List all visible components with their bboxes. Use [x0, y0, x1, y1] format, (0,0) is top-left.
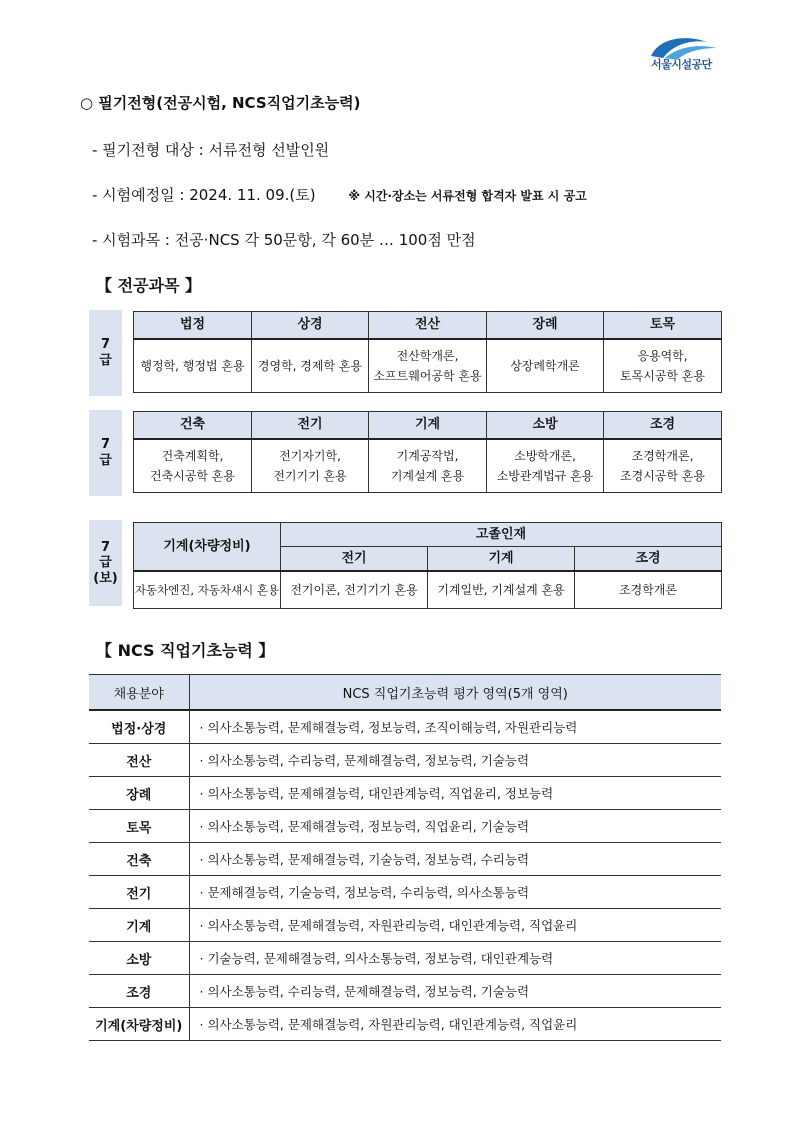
- subject-cell: 전기이론, 전기기기 혼용: [281, 571, 428, 609]
- section-heading: ○ 필기전형(전공시험, NCS직업기초능력): [80, 94, 361, 112]
- table-row: [89, 777, 721, 810]
- header-cell: 전기: [281, 547, 428, 572]
- ncs-areas: · 의사소통능력, 문제해결능력, 자원관리능력, 대인관계능력, 직업윤리: [189, 1008, 721, 1041]
- major-title: 【 전공과목 】: [96, 276, 201, 295]
- header-cell: 장례: [487, 312, 604, 340]
- header-cell-vehicle: 기계(차량정비): [134, 523, 281, 572]
- header-cell: 전산: [369, 312, 487, 340]
- subject-cell: 소방학개론, 소방관계법규 혼용: [487, 439, 604, 493]
- subject-cell: 건축계획학, 건축시공학 혼용: [134, 439, 252, 493]
- ncs-areas: · 기술능력, 문제해결능력, 의사소통능력, 정보능력, 대인관계능력: [189, 942, 721, 975]
- subjects-line: - 시험과목 : 전공·NCS 각 50문항, 각 60분 … 100점 만점: [92, 231, 476, 249]
- grade-label-1: [89, 310, 122, 396]
- table-row: [89, 942, 721, 975]
- subject-cell: 조경학개론, 조경시공학 혼용: [604, 439, 722, 493]
- ncs-field: 장례: [89, 777, 189, 810]
- subject-cell: 상장례학개론: [487, 339, 604, 393]
- major-table-3: [133, 522, 722, 609]
- ncs-field: 건축: [89, 843, 189, 876]
- ncs-areas: · 의사소통능력, 문제해결능력, 정보능력, 직업윤리, 기술능력: [189, 810, 721, 843]
- ncs-areas: · 의사소통능력, 문제해결능력, 정보능력, 조직이해능력, 자원관리능력: [189, 710, 721, 744]
- date-note: ※ 시간·장소는 서류전형 합격자 발표 시 공고: [348, 189, 587, 203]
- major-table-2: [133, 411, 722, 493]
- ncs-areas: · 의사소통능력, 문제해결능력, 대인관계능력, 직업윤리, 정보능력: [189, 777, 721, 810]
- subject-cell: 전산학개론, 소프트웨어공학 혼용: [369, 339, 487, 393]
- subject-cell: 자동차엔진, 자동차섀시 혼용: [134, 571, 281, 609]
- date-line: [92, 184, 587, 205]
- subject-cell: 기계일반, 기계설계 혼용: [428, 571, 575, 609]
- ncs-field: 소방: [89, 942, 189, 975]
- ncs-header-area: NCS 직업기초능력 평가 영역(5개 영역): [189, 675, 721, 711]
- company-logo: [645, 34, 730, 74]
- subject-cell: 행정학, 행정법 혼용: [134, 339, 252, 393]
- ncs-field: 전산: [89, 744, 189, 777]
- subject-cell: 경영학, 경제학 혼용: [252, 339, 369, 393]
- table-row: [89, 975, 721, 1008]
- major-table-1: [133, 311, 722, 393]
- header-cell: 조경: [604, 412, 722, 440]
- table-row: [89, 1008, 721, 1041]
- ncs-title: 【 NCS 직업기초능력 】: [96, 641, 275, 660]
- ncs-areas: · 의사소통능력, 수리능력, 문제해결능력, 정보능력, 기술능력: [189, 744, 721, 777]
- ncs-field: 토목: [89, 810, 189, 843]
- grade-text-2: 7 급: [99, 437, 112, 468]
- date-text: - 시험예정일 : 2024. 11. 09.(토): [92, 186, 316, 204]
- table-row: [89, 710, 721, 744]
- logo-text: 서울시설공단: [651, 58, 712, 71]
- ncs-table: [89, 674, 721, 1041]
- header-cell: 토목: [604, 312, 722, 340]
- ncs-areas: · 의사소통능력, 수리능력, 문제해결능력, 정보능력, 기술능력: [189, 975, 721, 1008]
- header-cell: 소방: [487, 412, 604, 440]
- grade-label-3: [89, 520, 122, 606]
- header-cell: 기계: [428, 547, 575, 572]
- target-line: - 필기전형 대상 : 서류전형 선발인원: [92, 141, 330, 159]
- table-row: [89, 744, 721, 777]
- ncs-field: 전기: [89, 876, 189, 909]
- header-cell: 법정: [134, 312, 252, 340]
- header-cell-group: 고졸인재: [281, 523, 722, 547]
- subject-cell: 전기자기학, 전기기기 혼용: [252, 439, 369, 493]
- header-cell: 상경: [252, 312, 369, 340]
- ncs-areas: · 문제해결능력, 기술능력, 정보능력, 수리능력, 의사소통능력: [189, 876, 721, 909]
- grade-label-2: [89, 410, 122, 496]
- header-cell: 건축: [134, 412, 252, 440]
- grade-text-3: 7 급 (보): [93, 539, 118, 586]
- table-row: [89, 909, 721, 942]
- table-row: [89, 876, 721, 909]
- header-cell: 조경: [575, 547, 722, 572]
- table-row: [89, 843, 721, 876]
- ncs-header-field: 채용분야: [89, 675, 189, 711]
- ncs-field: 기계: [89, 909, 189, 942]
- ncs-areas: · 의사소통능력, 문제해결능력, 자원관리능력, 대인관계능력, 직업윤리: [189, 909, 721, 942]
- table-row: [89, 810, 721, 843]
- subject-cell: 기계공작법, 기계설계 혼용: [369, 439, 487, 493]
- header-cell: 기계: [369, 412, 487, 440]
- ncs-areas: · 의사소통능력, 문제해결능력, 기술능력, 정보능력, 수리능력: [189, 843, 721, 876]
- subject-cell: 응용역학, 토목시공학 혼용: [604, 339, 722, 393]
- ncs-field: 법정·상경: [89, 710, 189, 744]
- grade-text-1: 7 급: [99, 337, 112, 368]
- ncs-field: 기계(차량정비): [89, 1008, 189, 1041]
- ncs-field: 조경: [89, 975, 189, 1008]
- subject-cell: 조경학개론: [575, 571, 722, 609]
- header-cell: 전기: [252, 412, 369, 440]
